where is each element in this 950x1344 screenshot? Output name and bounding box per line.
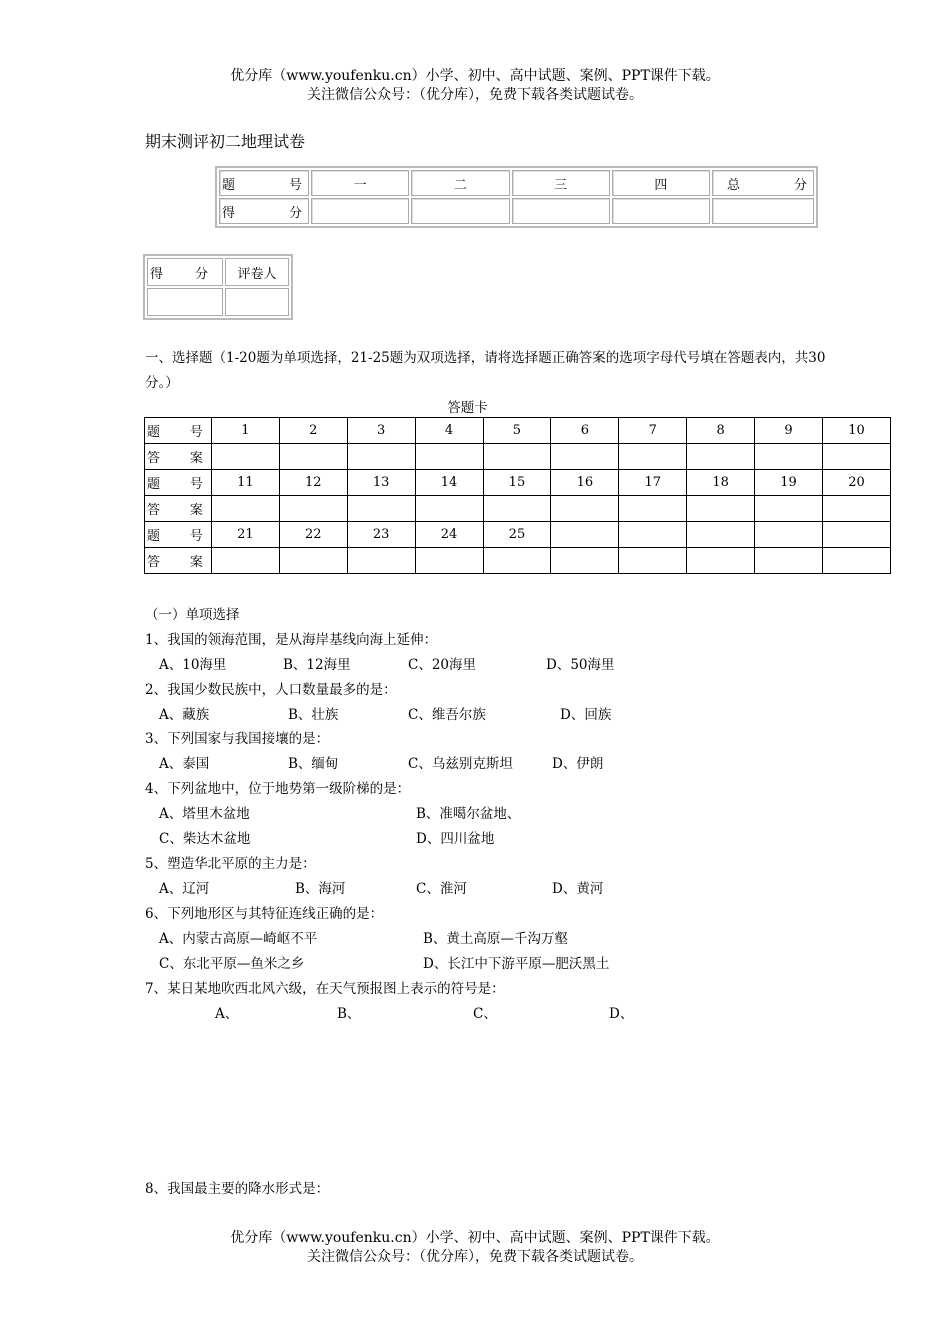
answer-card-table [144, 417, 891, 574]
answer-cell[interactable] [483, 548, 551, 574]
answer-cell[interactable] [755, 444, 823, 470]
option: D、长江中下游平原—肥沃黑土 [423, 956, 610, 972]
option: A、 [215, 1006, 239, 1022]
score-cell [411, 198, 509, 224]
option: D、四川盆地 [416, 831, 495, 847]
question-number: 11 [211, 470, 279, 496]
answer-label: 答 案 [145, 496, 212, 522]
question-number [619, 522, 687, 548]
question-number: 17 [619, 470, 687, 496]
answer-cell[interactable] [687, 496, 755, 522]
question-text: 2、我国少数民族中，人口数量最多的是： [145, 682, 397, 698]
score-cell [512, 198, 610, 224]
option: A、塔里木盆地 [159, 806, 250, 822]
question-number-label: 题 号 [145, 470, 212, 496]
question-number: 7 [619, 418, 687, 444]
score-header-col: 四 [612, 170, 710, 196]
score-table [215, 166, 818, 228]
answer-label: 答 案 [145, 548, 212, 574]
question-text: 6、下列地形区与其特征连线正确的是： [145, 906, 384, 922]
option: D、50海里 [546, 657, 615, 673]
option: C、乌兹别克斯坦 [408, 756, 513, 772]
question-text: 1、我国的领海范围，是从海岸基线向海上延伸： [145, 632, 438, 648]
question-number-label: 题 号 [145, 522, 212, 548]
question-number-label: 题 号 [145, 418, 212, 444]
score-header-col: 二 [411, 170, 509, 196]
footer-line-2: 关注微信公众号：（优分库），免费下载各类试题试卷。 [307, 1249, 643, 1265]
score-header-col: 三 [512, 170, 610, 196]
answer-cell[interactable] [755, 496, 823, 522]
option: B、黄土高原—千沟万壑 [423, 931, 568, 947]
header-line-1: 优分库（www.youfenku.cn）小学、初中、高中试题、案例、PPT课件下载。 [230, 68, 720, 84]
score-cell [612, 198, 710, 224]
question-number: 23 [347, 522, 415, 548]
option: B、 [337, 1006, 361, 1022]
option: D、伊朗 [552, 756, 604, 772]
answer-cell[interactable] [755, 548, 823, 574]
question-number [822, 522, 890, 548]
question-number: 10 [822, 418, 890, 444]
subsection-title: （一）单项选择 [145, 607, 240, 623]
option: B、壮族 [288, 707, 339, 723]
answer-cell[interactable] [483, 496, 551, 522]
answer-cell[interactable] [822, 548, 890, 574]
question-number: 22 [279, 522, 347, 548]
option: A、辽河 [159, 881, 210, 897]
question-number: 1 [211, 418, 279, 444]
answer-cell[interactable] [551, 548, 619, 574]
question-number: 15 [483, 470, 551, 496]
question-number [551, 522, 619, 548]
question-number: 18 [687, 470, 755, 496]
answer-card-title: 答题卡 [447, 400, 488, 416]
answer-cell[interactable] [415, 444, 483, 470]
question-number: 9 [755, 418, 823, 444]
option: B、海河 [295, 881, 346, 897]
option: C、柴达木盆地 [159, 831, 251, 847]
answer-cell[interactable] [483, 444, 551, 470]
answer-cell[interactable] [415, 548, 483, 574]
option: C、 [473, 1006, 497, 1022]
question-number [755, 522, 823, 548]
answer-cell[interactable] [415, 496, 483, 522]
question-number: 24 [415, 522, 483, 548]
answer-cell[interactable] [551, 496, 619, 522]
question-number: 20 [822, 470, 890, 496]
option: A、藏族 [159, 707, 210, 723]
option: A、泰国 [159, 756, 210, 772]
option: C、20海里 [408, 657, 477, 673]
answer-cell[interactable] [687, 548, 755, 574]
question-text: 5、塑造华北平原的主力是： [145, 856, 316, 872]
section1-intro-cont: 分。） [145, 375, 179, 391]
score-cell [311, 198, 409, 224]
grader-score-label: 得 分 [147, 258, 223, 286]
answer-cell[interactable] [211, 548, 279, 574]
answer-cell[interactable] [687, 444, 755, 470]
answer-cell[interactable] [211, 444, 279, 470]
header-line-2: 关注微信公众号：（优分库），免费下载各类试题试卷。 [307, 87, 643, 103]
grader-name-cell [225, 288, 289, 316]
question-text: 7、某日某地吹西北风六级，在天气预报图上表示的符号是： [145, 981, 505, 997]
grader-table [143, 254, 293, 320]
question-text: 8、我国最主要的降水形式是： [145, 1181, 330, 1197]
question-number [687, 522, 755, 548]
question-number: 5 [483, 418, 551, 444]
question-text: 4、下列盆地中，位于地势第一级阶梯的是： [145, 781, 411, 797]
option: D、 [609, 1006, 634, 1022]
option: C、维吾尔族 [408, 707, 486, 723]
question-number: 4 [415, 418, 483, 444]
option: B、缅甸 [288, 756, 339, 772]
option: D、回族 [560, 707, 612, 723]
answer-cell[interactable] [619, 444, 687, 470]
score-cell [712, 198, 814, 224]
answer-cell[interactable] [279, 496, 347, 522]
score-row-label: 得 分 [219, 198, 309, 224]
option: A、10海里 [159, 657, 227, 673]
option: B、准噶尔盆地、 [416, 806, 521, 822]
option: A、内蒙古高原—崎岖不平 [159, 931, 318, 947]
question-number: 21 [211, 522, 279, 548]
score-header-total: 总 分 [712, 170, 814, 196]
score-header-label: 题 号 [219, 170, 309, 196]
question-number: 6 [551, 418, 619, 444]
option: C、东北平原—鱼米之乡 [159, 956, 305, 972]
answer-cell[interactable] [347, 444, 415, 470]
footer-line-1: 优分库（www.youfenku.cn）小学、初中、高中试题、案例、PPT课件下载。 [230, 1230, 720, 1246]
answer-cell[interactable] [347, 496, 415, 522]
question-number: 19 [755, 470, 823, 496]
answer-cell[interactable] [619, 548, 687, 574]
answer-cell[interactable] [279, 444, 347, 470]
page-title: 期末测评初二地理试卷 [145, 132, 306, 151]
answer-cell[interactable] [822, 444, 890, 470]
grader-score-cell [147, 288, 223, 316]
option: D、黄河 [552, 881, 604, 897]
answer-cell[interactable] [211, 496, 279, 522]
question-number: 2 [279, 418, 347, 444]
answer-cell[interactable] [347, 548, 415, 574]
question-number: 16 [551, 470, 619, 496]
question-number: 12 [279, 470, 347, 496]
section1-intro: 一、选择题（1-20题为单项选择，21-25题为双项选择，请将选择题正确答案的选项字母代号填在答题表内，共30 [145, 350, 826, 366]
question-number: 3 [347, 418, 415, 444]
answer-cell[interactable] [279, 548, 347, 574]
answer-cell[interactable] [822, 496, 890, 522]
question-number: 8 [687, 418, 755, 444]
option: C、淮河 [416, 881, 467, 897]
question-number: 25 [483, 522, 551, 548]
score-header-col: 一 [311, 170, 409, 196]
question-number: 13 [347, 470, 415, 496]
answer-label: 答 案 [145, 444, 212, 470]
question-text: 3、下列国家与我国接壤的是： [145, 731, 330, 747]
grader-label: 评卷人 [225, 258, 289, 286]
answer-cell[interactable] [551, 444, 619, 470]
option: B、12海里 [283, 657, 351, 673]
question-number: 14 [415, 470, 483, 496]
answer-cell[interactable] [619, 496, 687, 522]
